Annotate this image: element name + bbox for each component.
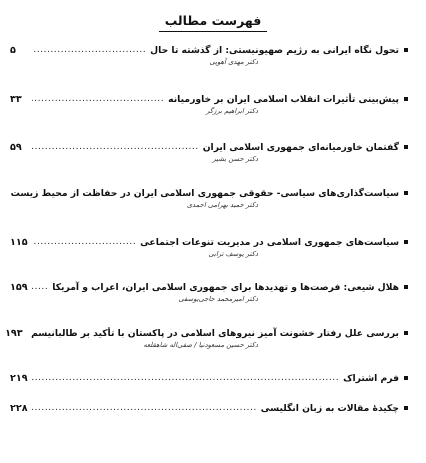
toc-entry-author: دکتر امیرمحمد حاجی‌یوسفی	[178, 295, 258, 303]
bullet-square-icon	[404, 191, 408, 195]
toc-entry[interactable]	[10, 402, 408, 415]
toc-entry-page-number: ۳۳	[10, 94, 22, 105]
toc-entry-row[interactable]	[10, 187, 408, 200]
dot-leader	[32, 280, 48, 293]
dot-leader	[32, 371, 339, 384]
toc-entry-title[interactable]: سیاست‌های جمهوری اسلامی در مدیریت تنوعات اجتماعی	[140, 237, 399, 248]
toc-entry-row[interactable]	[5, 327, 408, 340]
toc-entry-row[interactable]	[10, 372, 408, 385]
toc-entry-author: دکتر ابراهیم برزگر	[206, 107, 258, 115]
toc-entry-page-number: ۱۱۵	[10, 237, 28, 248]
bullet-square-icon	[404, 285, 408, 289]
dot-leader	[32, 235, 136, 248]
toc-entry-title[interactable]: فرم اشتراک	[343, 373, 399, 384]
toc-entry[interactable]	[10, 187, 408, 210]
bullet-square-icon	[404, 48, 408, 52]
toc-entry[interactable]	[10, 93, 408, 116]
toc-entry-page-number: ۲۲۸	[10, 403, 28, 414]
title-container	[0, 10, 426, 32]
toc-entry[interactable]	[10, 372, 408, 385]
toc-entry-author: دکتر مهدی آهویی	[209, 58, 258, 66]
toc-entry-author: دکتر حسین مسعودنیا / صفی‌اله شاهقلعه	[143, 341, 258, 349]
toc-entry[interactable]	[5, 327, 408, 350]
page-title: فهرست مطالب	[159, 13, 268, 32]
toc-entry-page-number: ۱۹۳	[5, 328, 23, 339]
toc-entry-page-number: ۱۵۹	[10, 282, 28, 293]
toc-entry-title[interactable]: سیاست‌گذاری‌های سیاسی- حقوقی جمهوری اسلامی ایران در حفاظت از محیط زیست	[10, 188, 399, 199]
toc-entry[interactable]	[10, 236, 408, 259]
toc-entry-row[interactable]	[10, 93, 408, 106]
toc-entry-page-number: ۲۱۹	[10, 373, 28, 384]
toc-entry-title[interactable]: گفتمان خاورمیانه‌ای جمهوری اسلامی ایران	[202, 142, 399, 153]
toc-entry-row[interactable]	[10, 44, 408, 57]
bullet-square-icon	[404, 97, 408, 101]
toc-entry-page-number: ۵	[10, 45, 16, 56]
toc-entry[interactable]	[10, 44, 408, 67]
toc-entry-row[interactable]	[10, 236, 408, 249]
dot-leader	[32, 92, 164, 105]
toc-entry-page-number: ۵۹	[10, 142, 22, 153]
toc-entry-author: دکتر حسن بشیر	[212, 155, 258, 163]
toc-entry-title[interactable]: تحول نگاه ایرانی به رژیم صهیونیستی: از گذشته تا حال	[150, 45, 399, 56]
toc-entry[interactable]	[10, 281, 408, 304]
toc-entry-title[interactable]: بررسی علل رفتار خشونت آمیز نیروهای اسلامی در پاکستان با تأکید بر طالبانیسم	[31, 328, 399, 339]
toc-entry-row[interactable]	[10, 402, 408, 415]
bullet-square-icon	[404, 376, 408, 380]
toc-entry-author: دکتر یوسف ترابی	[208, 250, 258, 258]
toc-entry-row[interactable]	[10, 141, 408, 154]
dot-leader	[32, 401, 257, 414]
toc-entry-author: دکتر حمید بهرامی احمدی	[186, 201, 258, 209]
toc-entry-title[interactable]: چکیدهٔ مقالات به زبان انگلیسی	[260, 403, 399, 414]
toc-entry[interactable]	[10, 141, 408, 164]
toc-entry-title[interactable]: پیش‌بینی تأثیرات انقلاب اسلامی ایران بر خاورمیانه	[168, 94, 399, 105]
toc-entry-row[interactable]	[10, 281, 408, 294]
dot-leader	[32, 140, 199, 153]
bullet-square-icon	[404, 331, 408, 335]
bullet-square-icon	[404, 240, 408, 244]
toc-entry-title[interactable]: هلال شیعی: فرصت‌ها و تهدیدها برای جمهوری اسلامی ایران، اعراب و آمریکا	[52, 282, 399, 293]
toc-entry-page-number	[0, 187, 3, 200]
dot-leader	[32, 43, 146, 56]
bullet-square-icon	[404, 406, 408, 410]
bullet-square-icon	[404, 145, 408, 149]
